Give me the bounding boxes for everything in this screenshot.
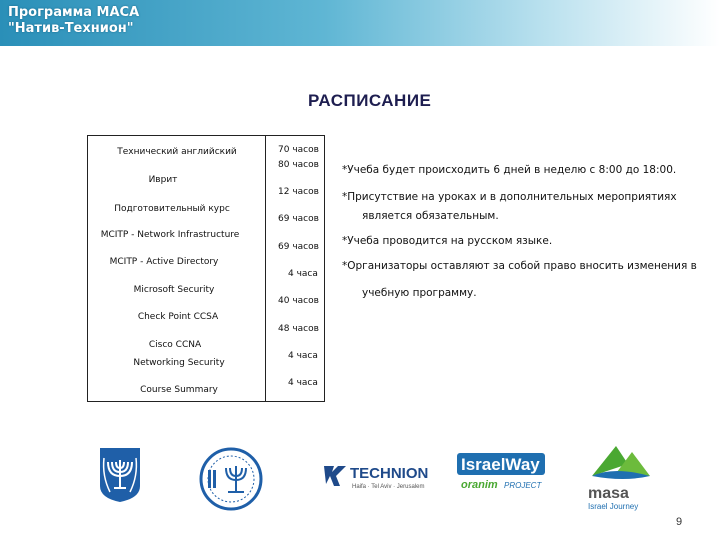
israelway-oranim-logo xyxy=(456,452,546,500)
project-wordmark: PROJECT xyxy=(504,481,542,490)
technion-wordmark: TECHNION xyxy=(350,465,428,482)
oranim-wordmark: oranim xyxy=(461,479,498,491)
course-name: Course Summary xyxy=(140,385,218,395)
program-title-line2: "Натив-Технион" xyxy=(8,21,134,36)
masa-wordmark: masa xyxy=(588,485,629,502)
note-attendance-cont: является обязательным. xyxy=(362,210,499,222)
course-name: Check Point CCSA xyxy=(137,312,219,322)
note-attendance: *Присутствие на уроках и в дополнительных мероприятиях xyxy=(342,191,677,203)
note-changes-cont: учебную программу. xyxy=(362,287,477,299)
note-language: *Учеба проводится на русском языке. xyxy=(342,235,553,247)
technion-logo xyxy=(322,462,428,492)
technion-cities: Haifa · Tel Aviv · Jerusalem xyxy=(352,484,425,490)
institute-seal-logo xyxy=(198,446,264,512)
course-hours: 12 часов xyxy=(278,187,319,197)
program-title xyxy=(8,5,139,37)
schedule-column-divider xyxy=(265,135,266,402)
course-hours: 48 часов xyxy=(278,324,319,334)
state-emblem-logo xyxy=(96,446,144,504)
course-hours: 4 часа xyxy=(288,378,318,388)
course-name: Networking Security xyxy=(133,358,225,368)
course-hours: 70 часов xyxy=(278,145,319,155)
course-name: Microsoft Security xyxy=(133,285,215,295)
course-hours: 4 часа xyxy=(288,269,318,279)
course-name: MCITP - Active Directory xyxy=(109,257,219,267)
program-title-line1: Программа МАСА xyxy=(8,5,140,20)
course-hours: 40 часов xyxy=(278,296,319,306)
israelway-wordmark: IsraelWay xyxy=(461,455,540,474)
course-hours: 69 часов xyxy=(278,242,319,252)
masa-tagline: Israel Journey xyxy=(588,502,639,511)
course-name: MCITP - Network Infrastructure xyxy=(100,230,240,240)
course-name: Подготовительный курс xyxy=(114,204,230,214)
note-schedule: *Учеба будет происходить 6 дней в неделю с 8:00 до 18:00. xyxy=(342,164,677,176)
course-name: Cisco CCNA xyxy=(148,340,202,350)
course-name: Иврит xyxy=(148,175,178,185)
course-name: Технический английский xyxy=(117,147,237,157)
course-hours: 69 часов xyxy=(278,214,319,224)
masa-israel-journey-logo xyxy=(584,440,666,512)
header-bar xyxy=(0,0,720,46)
note-changes: *Организаторы оставляют за собой право вносить изменения в xyxy=(342,260,697,272)
course-hours: 4 часа xyxy=(288,351,318,361)
page-number: 9 xyxy=(676,516,683,528)
course-hours: 80 часов xyxy=(278,160,319,170)
page-title: РАСПИСАНИЕ xyxy=(308,91,432,110)
